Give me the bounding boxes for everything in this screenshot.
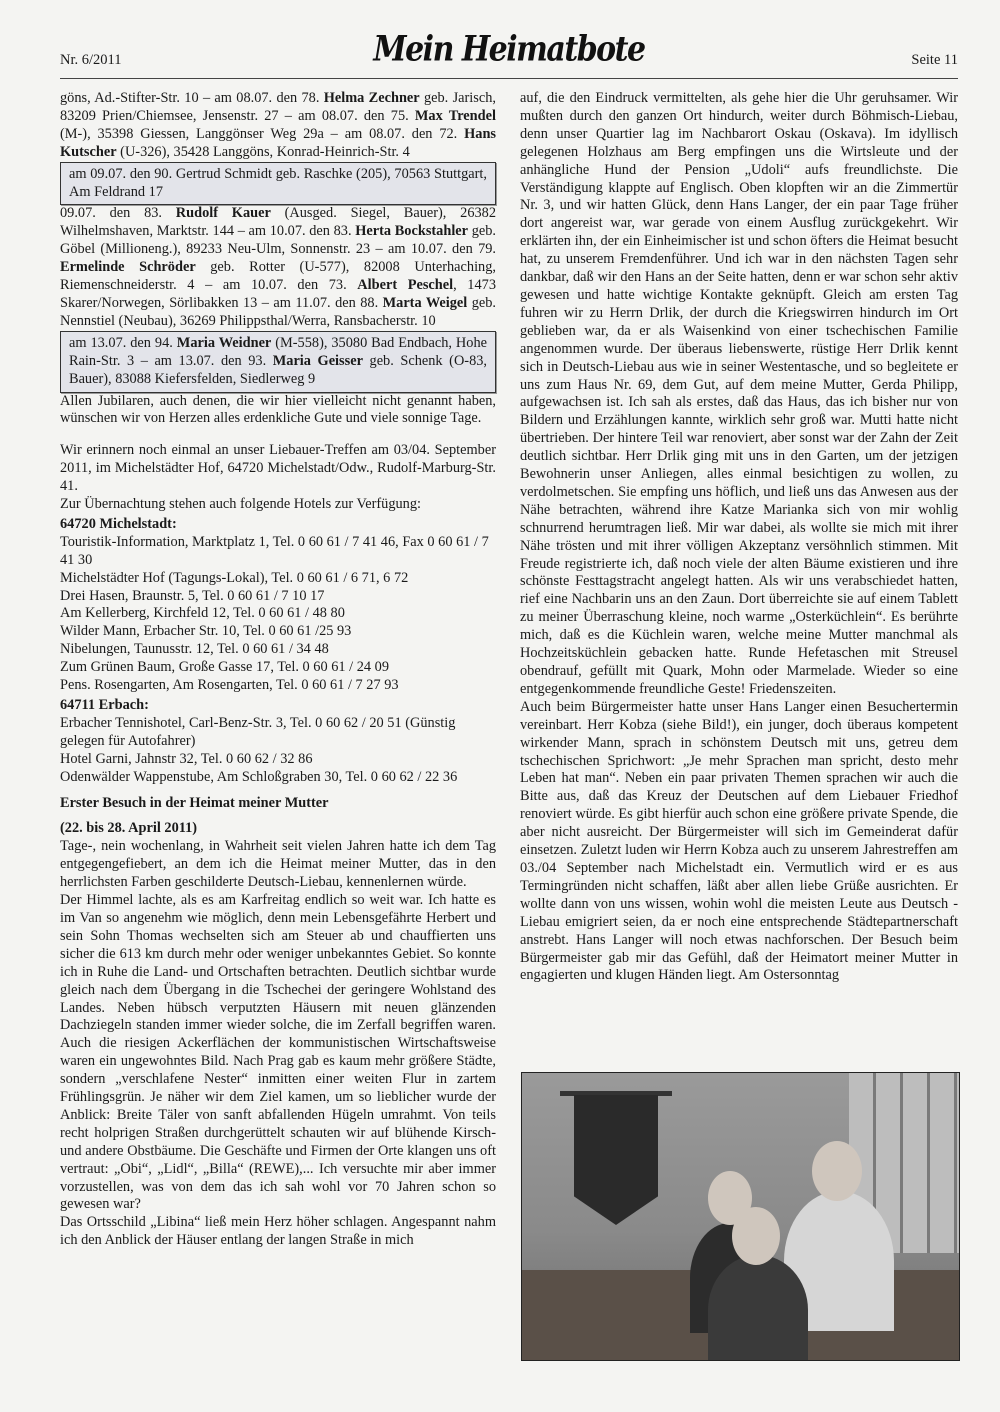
highlight-box-2: am 13.07. den 94. Maria Weidner (M-558), 35080 Bad Endbach, Hohe Rain-Str. 3 – am 13.07. den 93. Maria Geisser geb. Schenk (O-83, Bauer), 83088 Kiefersfelden, Siedlerweg 9 [60, 331, 496, 393]
birthday-list-1: göns, Ad.-Stifter-Str. 10 – am 08.07. den 78. Helma Zechner geb. Jarisch, 83209 Prien/Chiemsee, Jensenstr. 27 – am 08.07. den 75. Max Trendel (M-), 35398 Giessen, Langgönser Weg 29a – am 08.07. den 72. Hans Kutscher (U-326), 35428 Langgöns, Konrad-Heinrich-Str. 4 [60, 90, 496, 160]
highlight-box-1: am 09.07. den 90. Gertrud Schmidt geb. Raschke (205), 70563 Stuttgart, Am Feldrand 17 [60, 162, 496, 206]
hotel-entry: Michelstädter Hof (Tagungs-Lokal), Tel. 0 60 61 / 6 71, 6 72 [60, 569, 409, 586]
hotels-intro: Zur Übernachtung stehen auch folgende Hotels zur Verfügung: [60, 496, 422, 513]
meeting-reminder: Wir erinnern noch einmal an unser Liebauer-Treffen am 03/04. September 2011, im Michelstädter Hof, 64720 Michelstadt/Odw., Rudolf-Marburg-Str. 41. [60, 442, 496, 495]
hotel-entry: Erbacher Tennishotel, Carl-Benz-Str. 3, Tel. 0 60 62 / 20 51 (Günstig gelegen für Autofahrer) [60, 714, 456, 749]
birthday-list-2: 09.07. den 83. Rudolf Kauer (Ausged. Siegel, Bauer), 26382 Wilhelmshaven, Marktstr. 144 – am 10.07. den 83. Herta Bockstahler geb. Göbel (Millioneng.), 89233 Neu-Ulm, Sonnenstr. 23 – am 10.07. den 79. Ermelinde Schröder geb. Rotter (U-577), 82008 Unterhaching, Riemenschneiderstr. 4 – am 10.07. den 73. Albert Peschel, 1473 Skarer/Norwegen, Sörlibakken 13 – am 11.07. den 88. Marta Weigel geb. Nennstiel (Neubau), 36269 Philippsthal/Werra, Ransbacherstr. 10 [60, 205, 497, 329]
hotel-entry: Touristik-Information, Marktplatz 1, Tel. 0 60 61 / 7 41 46, Fax 0 60 61 / 7 41 30 [60, 533, 489, 568]
hotel-entry: Zum Grünen Baum, Große Gasse 17, Tel. 0 60 61 / 24 09 [60, 659, 389, 676]
article-title: Erster Besuch in der Heimat meiner Mutter [60, 794, 329, 811]
hotel-entry: Pens. Rosengarten, Am Rosengarten, Tel. 0 60 61 / 7 27 93 [60, 677, 399, 694]
person-young-man [708, 1255, 808, 1361]
article-subtitle: (22. bis 28. April 2011) [60, 820, 198, 837]
article-paragraph: Auch beim Bürgermeister hatte unser Hans Langer einen Besuchertermin vereinbart. Herr Kobza (siehe Bild!), ein junger, doch überaus kompetent wirkender Mann, sprach in schönstem Deutsch mit uns, getreu dem tschechischen Sprichwort: „Je mehr Sprachen man spricht, desto mehr Leben hat man“. Neben ein paar privaten Themen sprachen wir auch die Bitte aus, daß das Kreuz der Deutschen auf dem Liebauer Friedhof renoviert würde. Es gibt hierfür auch schon eine größere private Spende, die aber nicht ausreicht. Der Bürgermeister will sich im Gemeinderat dafür einsetzen. Zuletzt luden wir Herrn Kobza auch zu unserem Jahrestreffen am 03./04 September nach Michelstadt ein. Vermutlich wird er es aus Termingründen nicht schaffen, läßt aber allen liebe Grüße ausrichten. Er wollte dann von uns wissen, wohin wohl die meisten Leute aus Deutsch - Liebau emigriert seien, da er noch eine entsprechende Städtepartnerschaft anstrebt. Hans Langer will noch etwas nachforschen. Der Besuch beim Bürgermeister gab mir das Gefühl, daß der Heimatort meiner Mutter in engagierten und klugen Händen liegt. Am Ostersonntag [520, 698, 958, 984]
hotel-entry: Odenwälder Wappenstube, Am Schloßgraben 30, Tel. 0 60 62 / 22 36 [60, 768, 458, 785]
page-header [60, 28, 958, 79]
masthead-logo: Mein Heimatbote [373, 29, 645, 70]
hotel-entry: Hotel Garni, Jahnstr 32, Tel. 0 60 62 / 32 86 [60, 750, 313, 767]
city-heading-michelstadt: 64720 Michelstadt: [60, 515, 177, 532]
article-paragraph: Das Ortsschild „Libina“ ließ mein Herz höher schlagen. Angespannt nahm ich den Anblick der Häuser entlang der langen Straße in mich [60, 1214, 496, 1249]
greeting-paragraph: Allen Jubilaren, auch denen, die wir hier vielleicht nicht genannt haben, wünschen wir von Herzen alles erdenkliche Gute und viele sonnige Tage. [60, 392, 496, 427]
article-photo [521, 1072, 960, 1361]
article-paragraph: Der Himmel lachte, als es am Karfreitag endlich so weit war. Ich hatte es im Van so angenehm wie möglich, denn mein Lebensgefährte Herbert und sein Sohn Thomas wechselten sich am Steuer ab und chauffierten uns sicher die 613 km durch mehr oder weniger unbekanntes Gebiet. So konnte ich in Ruhe die Land- und Ortschaften betrachten. Deutlich sichtbar wurde gleich nach dem Übergang in die Tschechei der geringere Wohlstand des Landes. Neben hübsch verputzten Häusern mit neuen glänzenden Dachziegeln standen immer wieder solche, die im Zerfall begriffen waren. Auch die riesigen Ackerflächen der kommunistischen Wirtschaftsweise waren ein ungewohntes Bild. Nach Prag gab es kaum mehr größere Städte, sondern „verschlafene Nester“ inmitten einer weiten Flur in zartem Frühlingsgrün. Je näher wir dem Ziel kamen, um so lieblicher wurde der Anblick: Breite Täler von sanft abfallenden Hügeln umrahmt. Von teils recht holprigen Straßen durchgerüttelt schauten wir auf blühende Kirsch- und andere Obstbäume. Die Geschäfte und Firmen der Orte klangen uns oft vertraut: „Obi“, „Lidl“, „Billa“ (REWE),... Ich versuchte mir aber immer vorzustellen, was von dem das ich sah wohl vor 70 Jahren schon so gewesen war? [60, 892, 496, 1213]
hotel-entry: Nibelungen, Taunusstr. 12, Tel. 0 60 61 / 34 48 [60, 641, 329, 658]
page-number: Seite 11 [911, 52, 958, 68]
hotel-entry: Am Kellerberg, Kirchfeld 12, Tel. 0 60 61 / 48 80 [60, 605, 345, 622]
hotel-entry: Wilder Mann, Erbacher Str. 10, Tel. 0 60 61 /25 93 [60, 623, 352, 640]
hotel-entry: Drei Hasen, Braunstr. 5, Tel. 0 60 61 / 7 10 17 [60, 587, 325, 604]
right-column [520, 90, 958, 985]
article-paragraph: auf, die den Eindruck vermittelten, als gehe hier die Uhr geruhsamer. Wir mußten durch den ganzen Ort hindurch, weiter durch Böhmisch-Liebau, denn unser Quartier lag im Nachbarort Oskau (Oskava). Im idyllisch gelegenen Holzhaus am Berg empfingen uns die Wirtsleute und der anhängliche Hund der Pension „Udoli“ aufs freundlichste. Die Verständigung klappte auf Englisch. Oben klopften wir an die Zimmertür Nr. 3, und wir hatten Glück, denn Hans Langer, der ein paar Tage früher dort angereist war, war gerade von einem Ausflug zurückgekehrt. Wir erklärten ihn, der ein Einheimischer ist und schon öfters die Heimat besucht hat, zu unserem Fremdenführer. Und ich war in den nächsten Tagen sehr dankbar, daß wir den Hans an der Seite hatten, denn er war schon sehr aktiv gewesen und hatte wichtige Kontakte geknüpft. Gleich am ersten Tag fuhren wir zu Herrn Drlik, der durch die Kriegswirren hindurch im Ort geblieben war, da er als Waisenkind von einer tschechischen Familie angenommen wurde. Der überaus liebenswerte, rüstige Herr Drlik kennt sich in Deutsch-Liebau aus wie in seiner Westentasche, und so begleitete er uns zum Haus Nr. 69, dem Gut, auf dem meine Mutter, Gerda Philipp, aufgewachsen ist. Ich sah als erstes, daß das Haus, das ich bisher nur von Bildern und Erzählungen kannte, wirklich sehr groß war. Mutti hatte nicht übertrieben. Der hintere Teil war renoviert, aber sonst war der Zahn der Zeit deutlich sichtbar. Herr Drlik ging mit uns in den Garten, um der jetzigen Bewohnerin unser Anliegen, alles einmal besichtigen zu wollen, zu verdolmetschen. Sie empfing uns höflich, und ließ uns das Anwesen aus der Nähe betrachten, während ihre Katze Marianka sich von mir wohlig schnurrend herumtragen ließ. Mir war dabei, als wollte sie mich mit ihrer Nähe trösten und mit ihrer völligen Akzeptanz versöhnlich stimmen. Mit Freude registrierte ich, daß noch viele der alten Bäume existieren und ihre schönste Festtagstracht angelegt hatten. Als wir uns verabschiedet hatten, rief eine Nachbarin uns an den Zaun. Dort überreichte sie auf einem Tablett zu meiner Überraschung kleine, noch warme „Osterküchlein“. Es berührte mich, daß es die Küchlein waren, welche meine Mutter manchmal als Hochzeitsküchlein gebacken hatte. Runde Hefetaschen mit Streusel obendrauf, gefüllt mit Quark, Mohn oder Marmelade. Wieder so eine entgegenkommende freundliche Geste! Friedenszeiten. [520, 90, 958, 697]
issue-number: Nr. 6/2011 [60, 52, 122, 68]
left-column [60, 90, 496, 1250]
city-heading-erbach: 64711 Erbach: [60, 697, 149, 713]
article-paragraph: Tage-, nein wochenlang, in Wahrheit seit vielen Jahren hatte ich dem Tag entgegengefiebert, an dem ich die Heimat meiner Mutter, das in den herrlichsten Farben geschilderte Deutsch-Liebau, kennenlernen würde. [60, 838, 496, 891]
